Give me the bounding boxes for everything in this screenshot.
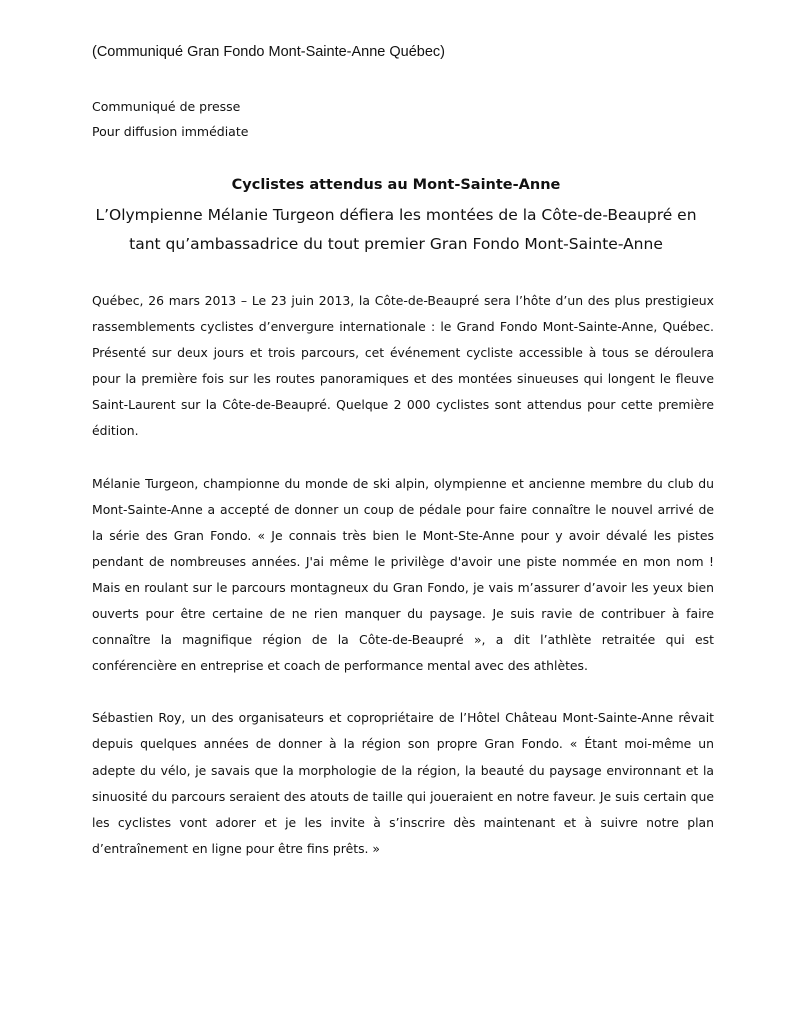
source-line: (Communiqué Gran Fondo Mont-Sainte-Anne Québec) — [92, 44, 446, 60]
body-text — [92, 288, 714, 888]
headline-subtitle: L’Olympienne Mélanie Turgeon défiera les montées de la Côte-de-Beaupré en tant qu’ambassadrice du tout premier Gran Fondo Mont-Sainte-Anne — [95, 206, 697, 253]
body-paragraph: Québec, 26 mars 2013 – Le 23 juin 2013, la Côte-de-Beaupré sera l’hôte d’un des plus prestigieux rassemblements cyclistes d’envergure internationale : le Grand Fondo Mont-Sainte-Anne, Québec. Présenté sur deux jours et trois parcours, cet événement cycliste accessible à tous se déroulera pour la première fois sur les routes panoramiques et des montées sinueuses qui longent le fleuve Saint-Laurent sur la Côte-de-Beaupré. Quelque 2 000 cyclistes sont attendus pour cette première édition. — [92, 293, 714, 439]
body-paragraph: Mélanie Turgeon, championne du monde de ski alpin, olympienne et ancienne membre du club du Mont-Sainte-Anne a accepté de donner un coup de pédale pour faire connaître le nouvel arrivé de la série des Gran Fondo. « Je connais très bien le Mont-Ste-Anne pour y avoir dévalé les pistes pendant de nombreuses années. J'ai même le privilège d'avoir une piste nommée en mon nom ! Mais en roulant sur le parcours montagneux du Gran Fondo, je vais m’assurer d’avoir les yeux bien ouverts pour être certaine de ne rien manquer du paysage. Je suis ravie de contribuer à faire connaître la magnifique région de la Côte-de-Beaupré », a dit l’athlète retraitée qui est conférencière en entreprise et coach de performance mental avec des athlètes. — [92, 475, 714, 674]
headline-title: Cyclistes attendus au Mont-Sainte-Anne — [231, 177, 561, 193]
headline-block — [92, 173, 700, 259]
release-status: Pour diffusion immédiate — [92, 124, 249, 139]
body-paragraph: Sébastien Roy, un des organisateurs et copropriétaire de l’Hôtel Château Mont-Sainte-Anne rêvait depuis quelques années de donner à la région son propre Gran Fondo. « Étant moi-même un adepte du vélo, je savais que la morphologie de la région, la beauté du paysage environnant et la sinuosité du parcours seraient des atouts de taille qui joueraient en notre faveur. Je suis certain que les cyclistes vont adorer et je les invite à s’inscrire dès maintenant et à suivre notre plan d’entraînement en ligne pour être fins prêts. » — [92, 710, 714, 856]
release-meta — [92, 94, 248, 144]
release-type: Communiqué de presse — [92, 99, 241, 114]
